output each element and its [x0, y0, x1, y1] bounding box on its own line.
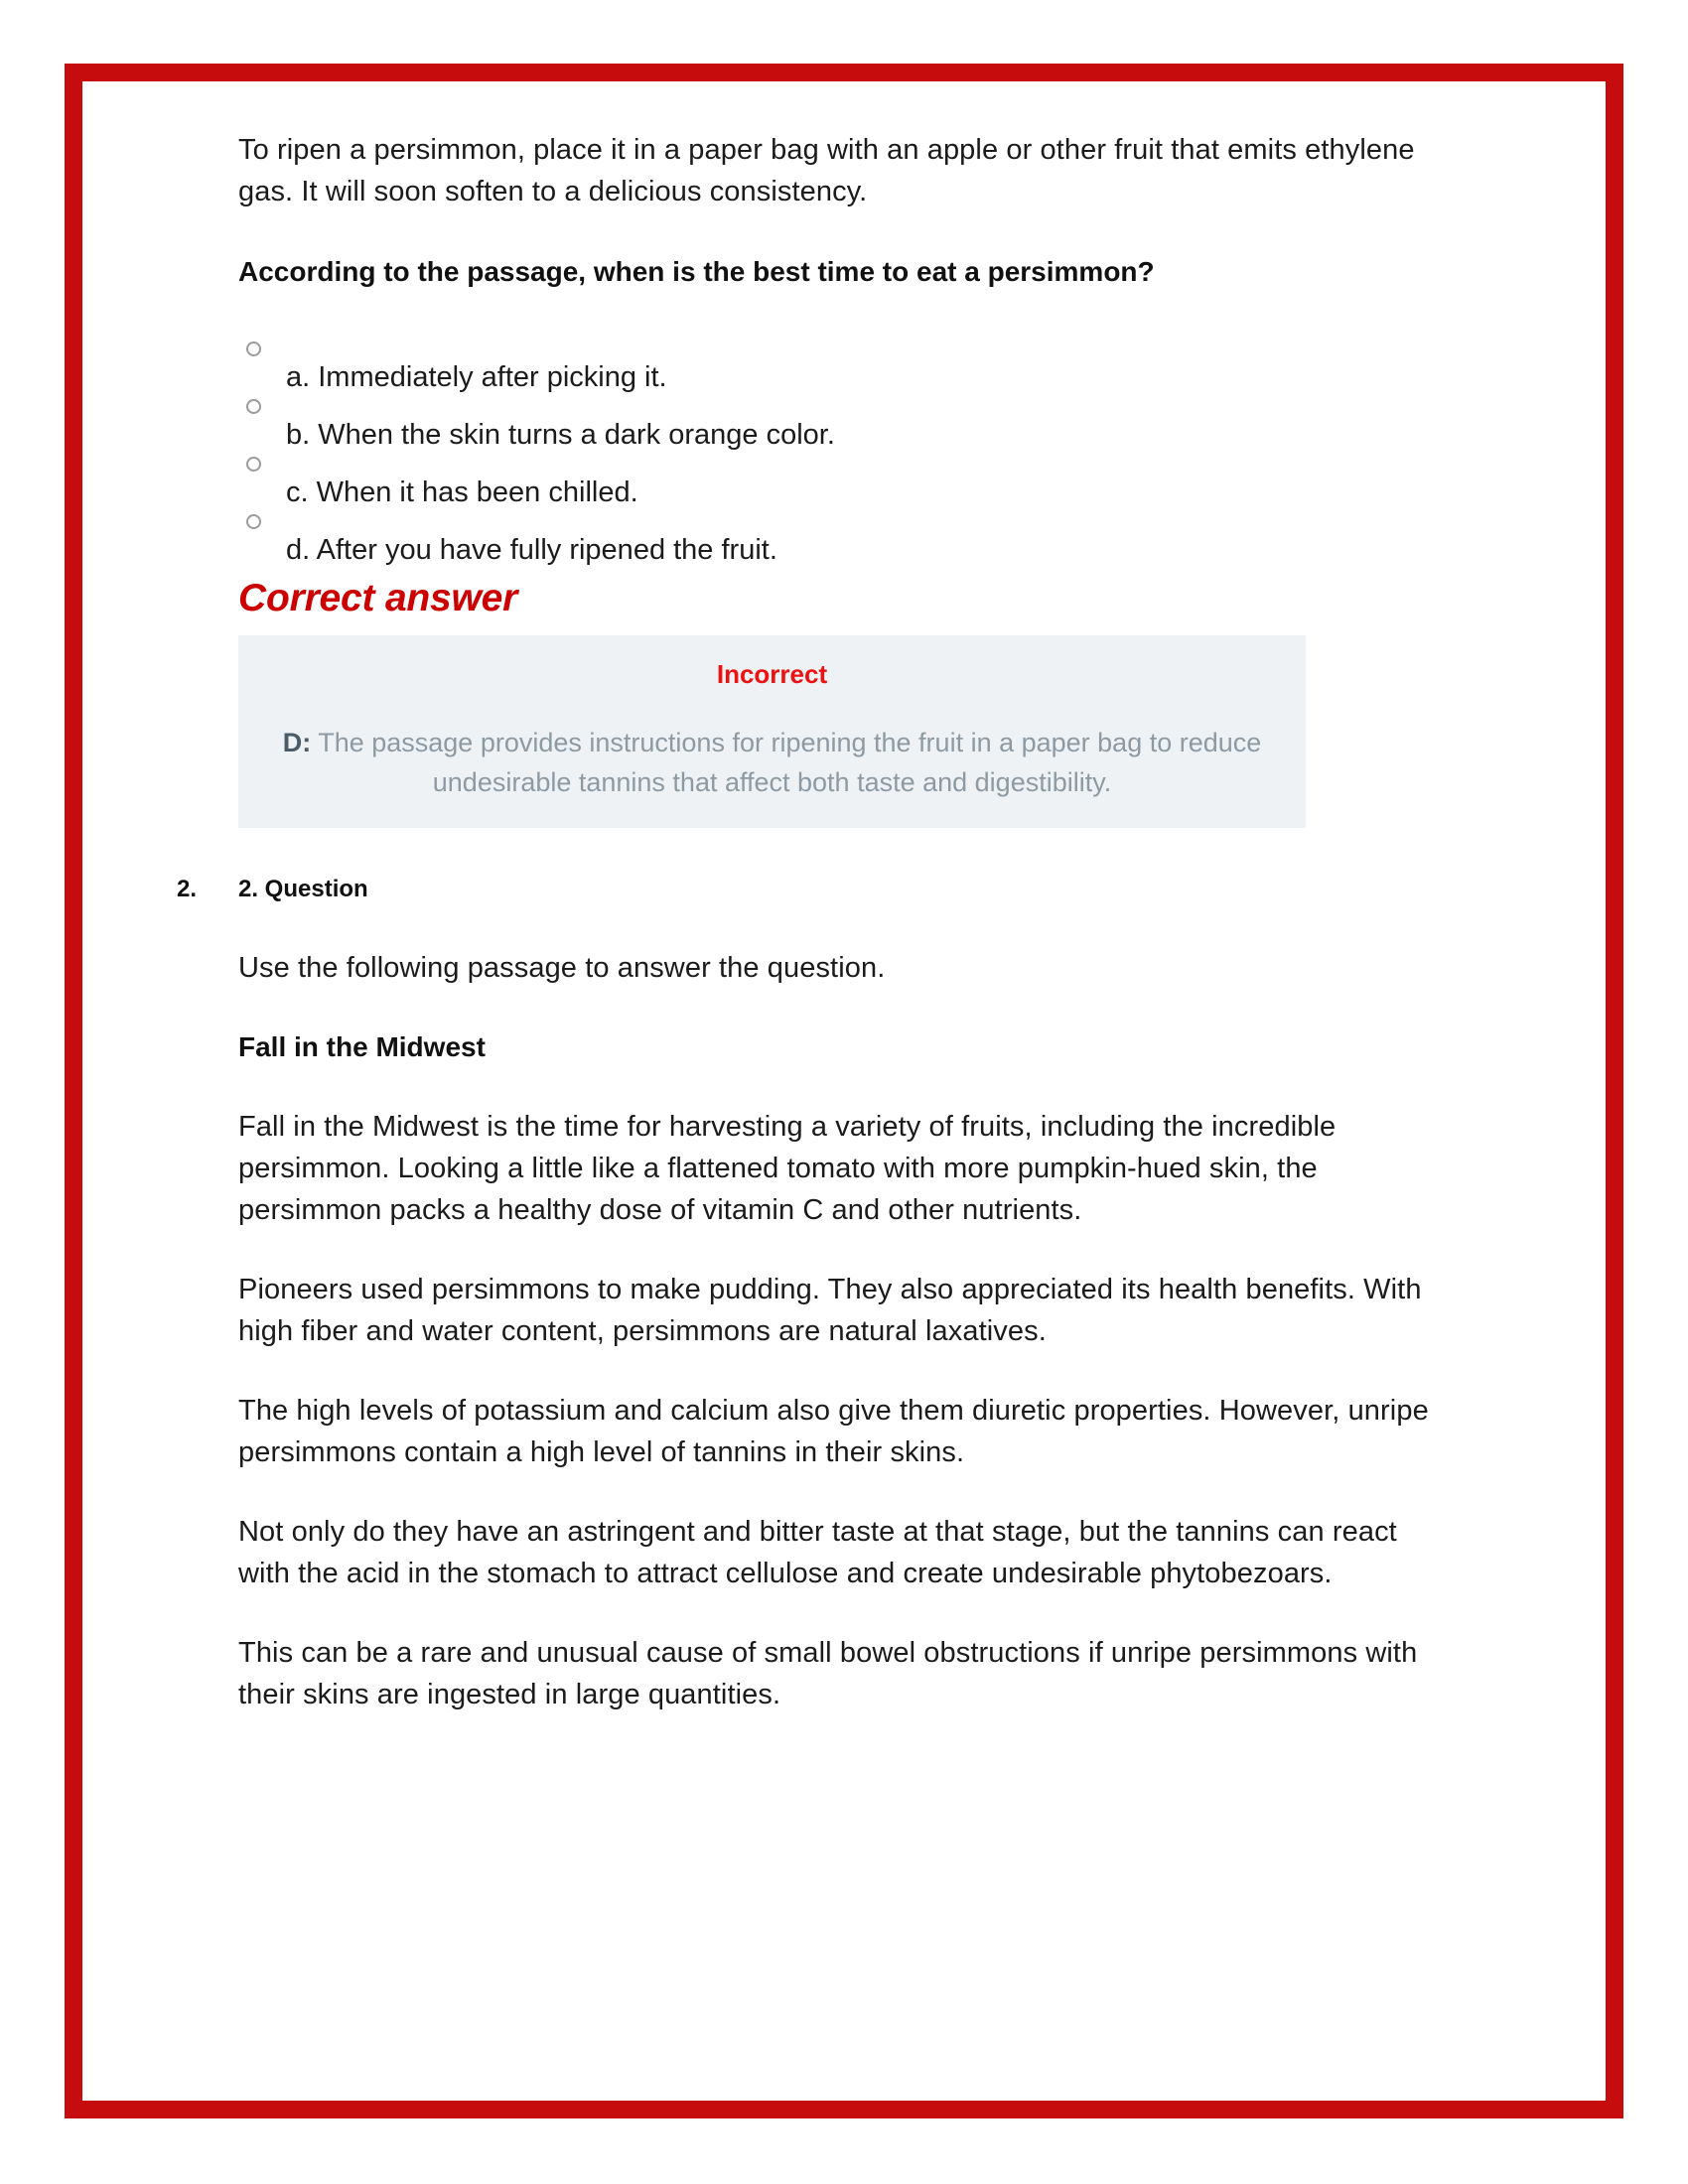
answer-option-label: b. When the skin turns a dark orange color.: [286, 419, 835, 451]
answer-options-list: [238, 338, 1450, 568]
radio-button-icon[interactable]: [246, 399, 261, 414]
feedback-status-badge: Incorrect: [716, 659, 828, 689]
question-2-title: 2. Question: [238, 876, 368, 902]
passage-paragraph-1: Fall in the Midwest is the time for harvesting a variety of fruits, including the incredible persimmon. Looking a little like a flattened tomato with more pumpkin-hued skin, the persimmon packs a healthy dose of vitamin C and other nutrients.: [238, 1111, 1336, 1226]
radio-button-icon[interactable]: [246, 514, 261, 529]
passage-paragraph-3: The high levels of potassium and calcium also give them diuretic properties. However, unripe persimmons contain a high level of tannins in their skins.: [238, 1395, 1429, 1468]
passage-paragraph-5: This can be a rare and unusual cause of small bowel obstructions if unripe persimmons with their skins are ingested in large quantities.: [238, 1637, 1418, 1710]
radio-button-icon[interactable]: [246, 457, 261, 472]
page-content: [177, 129, 1450, 1753]
passage-paragraph-4: Not only do they have an astringent and bitter taste at that stage, but the tannins can react with the acid in the stomach to attract cellulose and create undesirable phytobezoars.: [238, 1516, 1397, 1589]
intro-paragraph: To ripen a persimmon, place it in a paper bag with an apple or other fruit that emits ethylene gas. It will soon soften to a delicious consistency.: [238, 134, 1415, 207]
feedback-explanation: [264, 723, 1280, 802]
question-prompt: According to the passage, when is the best time to eat a persimmon?: [238, 256, 1155, 287]
question-2-instruction: Use the following passage to answer the question.: [238, 952, 886, 984]
correct-answer-heading: Correct answer: [238, 577, 518, 619]
answer-option-c[interactable]: [238, 453, 1450, 510]
radio-button-icon[interactable]: [246, 341, 261, 356]
feedback-answer-letter: D:: [282, 728, 312, 757]
answer-option-d[interactable]: [238, 510, 1450, 568]
answer-option-label: d. After you have fully ripened the fruit.: [286, 534, 777, 566]
answer-option-label: c. When it has been chilled.: [286, 477, 638, 508]
question-2-block: [177, 874, 1450, 905]
answer-feedback-box: [238, 635, 1306, 828]
feedback-explanation-text: The passage provides instructions for ripening the fruit in a paper bag to reduce undesirable tannins that affect both taste and digestibility.: [318, 728, 1262, 797]
answer-option-a[interactable]: [238, 338, 1450, 395]
answer-option-b[interactable]: [238, 395, 1450, 453]
question-list-marker: 2.: [177, 876, 198, 902]
answer-option-label: a. Immediately after picking it.: [286, 361, 667, 393]
passage-paragraph-2: Pioneers used persimmons to make pudding. They also appreciated its health benefits. With high fiber and water content, persimmons are natural laxatives.: [238, 1274, 1422, 1347]
passage-heading: Fall in the Midwest: [238, 1031, 486, 1062]
